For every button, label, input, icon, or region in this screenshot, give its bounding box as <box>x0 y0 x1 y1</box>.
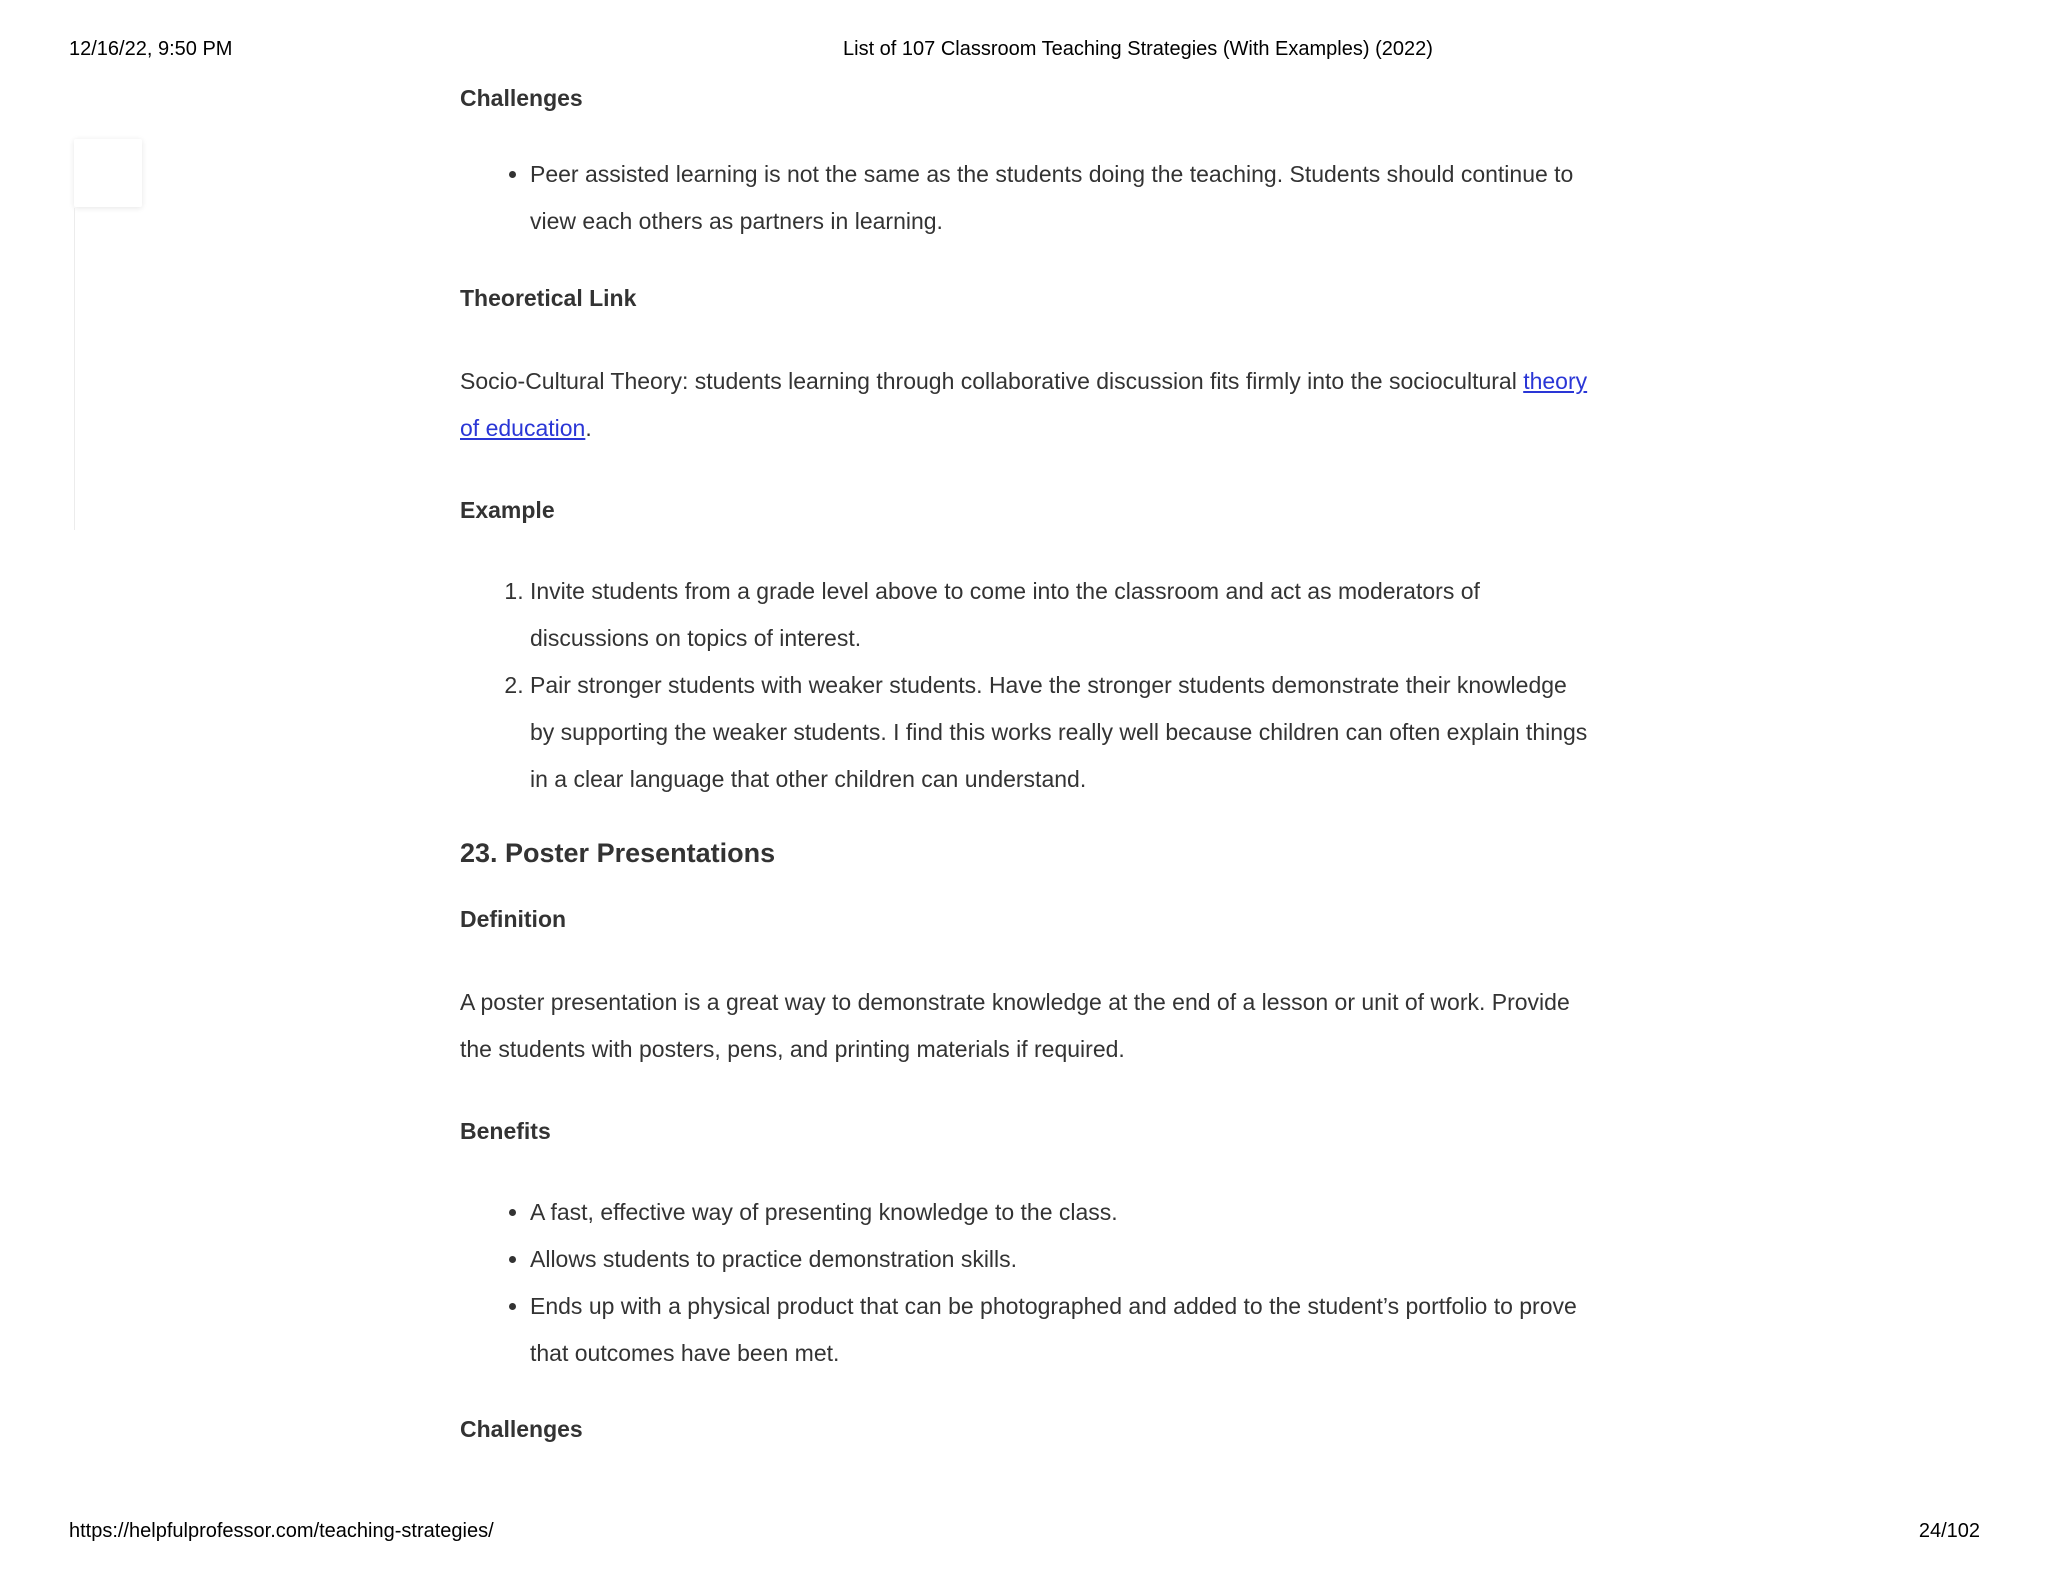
theory-text: Socio-Cultural Theory: students learning through collaborative discussion fits firmly into the sociocultural <box>460 368 1524 394</box>
list-item: 2. Pair stronger students with weaker students. Have the stronger students demonstrate their knowledge by supporting the weaker students. I find this works really well because children can often explain things in a clear language that other children can understand. <box>530 662 1590 803</box>
theoretical-link-heading: Theoretical Link <box>460 285 637 311</box>
list-item: • Allows students to practice demonstration skills. <box>530 1236 1590 1283</box>
print-datetime: 12/16/22, 9:50 PM <box>69 38 233 60</box>
example-list <box>460 568 1590 803</box>
print-url: https://helpfulprofessor.com/teaching-strategies/ <box>69 1520 494 1542</box>
theory-paragraph <box>460 358 1590 452</box>
list-item: • A fast, effective way of presenting knowledge to the class. <box>530 1189 1590 1236</box>
definition-paragraph: A poster presentation is a great way to demonstrate knowledge at the end of a lesson or unit of work. Provide the students with posters, pens, and printing materials if required. <box>460 989 1570 1062</box>
definition-heading: Definition <box>460 906 567 932</box>
print-page-title: List of 107 Classroom Teaching Strategies (With Examples) (2022) <box>843 38 1433 60</box>
challenges-heading-2: Challenges <box>460 1416 583 1442</box>
floating-share-widget <box>74 139 142 207</box>
theory-period: . <box>585 415 592 441</box>
challenges-heading: Challenges <box>460 85 583 111</box>
theory-of-education-link[interactable]: theory of education <box>460 368 1588 441</box>
list-item: • Ends up with a physical product that can be photographed and added to the student’s portfolio to prove that outcomes have been met. <box>530 1283 1590 1377</box>
section-title: 23. Poster Presentations <box>460 838 776 868</box>
list-item: 1. Invite students from a grade level above to come into the classroom and act as moderators of discussions on topics of interest. <box>530 568 1590 662</box>
challenges-list <box>460 151 1590 245</box>
print-page-number: 24/102 <box>1918 1520 1980 1542</box>
benefits-list <box>460 1189 1590 1377</box>
article-body <box>460 78 1590 1449</box>
example-heading: Example <box>460 497 555 523</box>
benefits-heading: Benefits <box>460 1118 551 1144</box>
list-item: • Peer assisted learning is not the same as the students doing the teaching. Students should continue to view each others as partners in learning. <box>530 151 1590 245</box>
sidebar-divider <box>74 208 75 530</box>
